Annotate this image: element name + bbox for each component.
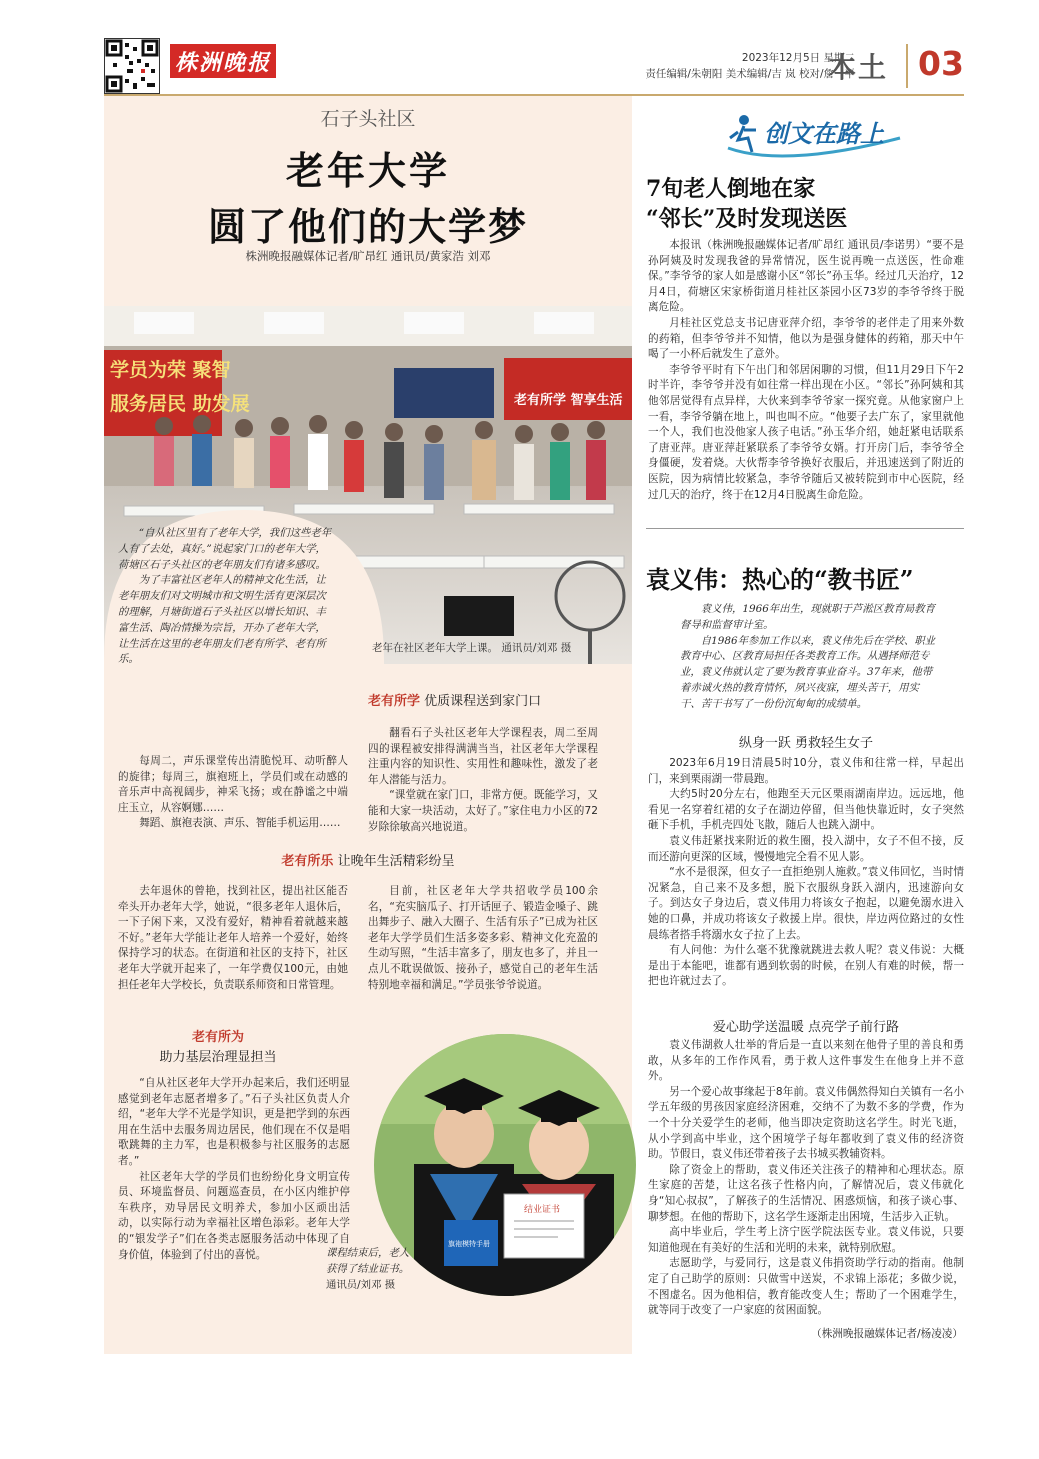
intro-paragraph: “自从社区里有了老年大学，我们这些老年人有了去处，真好。”说起家门口的老年大学，荷塘区石子头社区的老年朋友们有诸多感叹。	[118, 527, 332, 571]
section-name: 本土	[828, 51, 889, 84]
story1-title-line1: 7旬老人倒地在家	[646, 176, 816, 202]
subhead-joy-red: 老有所乐	[281, 854, 334, 869]
photo-caption: 老年在社区老年大学上课。 通讯员/刘邓 摄	[372, 642, 572, 654]
feature-intro	[118, 526, 332, 736]
feature-title-line1: 老年大学	[285, 148, 450, 193]
story2-title: 袁义伟：热心的“教书匠”	[646, 565, 914, 594]
paragraph: 去年退休的曾艳，找到社区，提出社区能否牵头开办老年大学，她说，“很多老年人退休后，一下子闲下来，又没有爱好，精神看着就越来越不好。”老年大学能让老年人培养一个爱好，始终保持学习的状态。在街道和社区的支持下，社区老年大学就开起来了，一年学费仅100元，由她担任老年大学校长，负责联系师资和日常管理。	[118, 885, 348, 991]
subhead-joy-rest: 让晚年生活精彩纷呈	[337, 854, 455, 869]
paragraph: 另一个爱心故事缘起于8年前。袁义伟偶然得知白关镇有一名小学五年级的男孩因家庭经济困难，交纳不了为数不多的学费，作为一个十分关爱学生的老师，他当即决定资助这名学生。时光飞逝，从小学到高中毕业，这个困境学子每年都收到了袁义伟的经济资助。节假日，袁义伟还带着孩子去书城买教辅资料。	[648, 1085, 964, 1161]
paragraph: 袁义伟赶紧找来附近的救生圈，投入湖中，女子不但不接，反而还游向更深的区域，慢慢地完全看不见人影。	[648, 834, 964, 863]
issue-date: 2023年12月5日 星期二	[741, 52, 855, 64]
paragraph: “自从社区老年大学开办起来后，我们还明显感觉到老年志愿者增多了。”石子头社区负责人介绍，“老年大学不光是学知识，更是把学到的东西用在生活中去服务周边居民，他们现在不仅是唱歌跳舞的主力军，也是积极参与社区服务的志愿者。”	[118, 1077, 350, 1167]
graduation-caption	[326, 1246, 418, 1293]
board-text: 老有所学 智享生活	[514, 393, 623, 408]
story1-body	[648, 238, 964, 503]
paragraph: 舞蹈、旗袍表演、声乐、智能手机运用……	[139, 817, 341, 830]
booklet-text: 旗袍模特手册	[448, 1240, 490, 1248]
feature-kicker: 石子头社区	[320, 108, 416, 130]
paragraph: 高中毕业后，学生考上济宁医学院法医专业。袁义伟说，只要知道他现在有美好的生活和光明的未来，就特别欣慰。	[648, 1226, 964, 1254]
subhead-learning-rest: 优质课程送到家门口	[424, 694, 542, 709]
paragraph: 月桂社区党总支书记唐亚萍介绍，李爷爷的老伴走了用来外数的药箱，但李爷爷并不知情，他以为是强身健体的药箱，那天中午喝了一小杯后就发生了意外。	[648, 316, 964, 361]
contribution-column	[118, 1076, 350, 1263]
feature-title-line2: 圆了他们的大学梦	[207, 204, 528, 249]
story2-credit: （株洲晚报融媒体记者/杨凌凌）	[811, 1328, 963, 1340]
paragraph: 本报讯（株洲晚报融媒体记者/旷昂红 通讯员/李诺男）“要不是孙阿姨及时发现我爸的异常情况，医生说再晚一点送医，性命难保。”李爷爷的家人如是感谢小区“邻长”孙玉华。经过几天治疗，12月4日，荷塘区宋家桥街道月桂社区茶园小区73岁的李爷爷终于脱离危险。	[648, 239, 964, 314]
story1-title-line2: “邻长”及时发现送医	[646, 206, 848, 232]
paragraph: 翻看石子头社区老年大学课程表，周二至周四的课程被安排得满满当当，社区老年大学课程注重内容的知识性、实用性和趣味性，激发了老年人潜能与活力。	[368, 727, 598, 786]
story2-intro	[680, 602, 936, 713]
qr-code	[104, 38, 160, 94]
paragraph: “课堂就在家门口，非常方便。既能学习，又能和大家一块活动，太好了。”家住电力小区的72岁除徐敏高兴地说道。	[368, 789, 598, 833]
paragraph: 除了资金上的帮助，袁义伟还关注孩子的精神和心理状态。原生家庭的苦楚，让这名孩子性格内向，了解情况后，袁义伟就化身“知心叔叔”，了解孩子的生活情况、困惑烦恼，和孩子谈心事、聊梦想。在他的帮助下，这名学生逐渐走出困境，生活步入正轨。	[648, 1163, 964, 1223]
civilization-banner	[724, 108, 904, 162]
subhead-joy	[104, 850, 632, 869]
paragraph: 李爷爷平时有下午出门和邻居闲聊的习惯，但11月29日下午2时半许，李爷爷并没有如往常一样出现在小区。“邻长”孙阿姨和其他邻居觉得有点异样，大伙来到李爷爷家一探究竟。从他家窗户上一看，李爷爷躺在地上，叫也叫不应。“他要子去广东了，家里就他一个人，我们也没他家人孩子电话。”孙玉华介绍，她赶紧电话联系了唐亚萍。唐亚萍赶紧联系了李爷爷女婿。打开房门后，李爷爷全身僵硬，发着烧。大伙帮李爷爷换好衣服后，并迅速送到了附近的医院，因为病情比较紧急，李爷爷随后又被转院到市中心医院，经过几天的治疗，终于在12月4日脱离生命危险。	[648, 363, 964, 501]
paragraph: 有人问他：为什么毫不犹豫就跳进去救人呢？袁义伟说：大概是出于本能吧，谁都有遇到软弱的时候，在别人有难的时候，帮一把也许就过去了。	[648, 944, 964, 988]
subhead-contribution-red: 老有所为	[191, 1030, 244, 1045]
header-divider	[906, 44, 908, 88]
paragraph: 自1986年参加工作以来，袁义伟先后在学校、职业教育中心、区教育局担任各类教育工作。从遇择师范专业，袁义伟就认定了要为教育事业奋斗。37年来，他带着赤诚火热的教育情怀，夙兴夜寐，埋头苦干，用实干、苦干书写了一份份沉甸甸的成绩单。	[680, 634, 936, 710]
caption-text: 课程结束后，老人获得了结业证书。	[326, 1247, 410, 1275]
paragraph: 目前，社区老年大学共招收学员100余名，“充实脑瓜子、打开话匣子、锻造金嗓子、跳出舞步子、融入大圈子、生活有乐子”已成为社区老年大学学员们生活多姿多彩、精神文化充盈的生动写照，“生活丰富多了，朋友也多了，并且一点儿不耽误做饭、接孙子，感觉自己的老年生活特别地幸福和满足。”学员张爷爷说道。	[368, 885, 598, 991]
learning-column-left	[118, 754, 348, 832]
paragraph: 2023年6月19日清晨5时10分，袁义伟和往常一样，早起出门，来到栗雨湖一带晨跑。	[648, 757, 964, 785]
paragraph: 社区老年大学的学员们也纷纷化身文明宣传员、环境监督员、问题巡查员，在小区内维护停车秩序，劝导居民文明养犬，参加小区顽出活动，以实际行动为幸福社区增色添彩。老年大学的“银发学子”们在各类志愿服务活动中体现了自身价值，体验到了付出的喜悦。	[118, 1170, 350, 1261]
story2-rescue-body	[648, 756, 964, 990]
paragraph: “水不是很深，但女子一直拒绝别人施救。”袁义伟回忆，当时情况紧急，自己来不及多想，脱下衣服纵身跃入湖内，迅速游向女子。到达女子身边后，袁义伟用力将该女子抱起，以避免溺水进入她的口鼻，并成功将该女子救援上岸。很快，岸边两位路过的女性晨练者搭手将溺水女子拉了上去。	[648, 866, 964, 941]
joy-column-right	[368, 884, 598, 993]
joy-column-left	[118, 884, 348, 993]
feature-byline: 株洲晚报融媒体记者/旷昂红 通讯员/黄家浩 刘邓	[245, 249, 491, 263]
subhead-learning	[368, 690, 541, 709]
story-divider	[646, 528, 964, 529]
banner-text-2: 服务居民 助发展	[110, 393, 250, 415]
banner-text-1: 学员为荣 聚智	[110, 359, 231, 381]
story2-aid-body	[648, 1038, 964, 1319]
newspaper-logo: 株洲晚报	[170, 44, 276, 78]
caption-credit: 通讯员/刘邓 摄	[326, 1278, 396, 1291]
paragraph: 每周二，声乐课堂传出清脆悦耳、动听醉人的旋律；每周三，旗袍班上，学员们或在动感的音乐声中高视阔步，神采飞扬；或在静谧之中端庄玉立，从容婀娜……	[118, 755, 348, 814]
subhead-learning-red: 老有所学	[368, 694, 421, 709]
subhead-contribution-rest: 助力基层治理显担当	[159, 1050, 277, 1065]
story2-subhead-aid: 爱心助学送温暖 点亮学子前行路	[712, 1020, 900, 1035]
paragraph: 志愿助学，与爱同行，这是袁义伟捐资助学行动的指南。他制定了自己助学的原则：只做雪中送炭，不求锦上添花；多做少说，不图虚名。因为他相信，教育能改变人生；帮助了一个困难学生，就等同于改变了一户家庭的贫困面貌。	[648, 1257, 964, 1317]
intro-paragraph: 为了丰富社区老年人的精神文化生活，让老年朋友们对文明城市和文明生活有更深层次的理解，月塘街道石子头社区以增长知识、丰富生活、陶冶情操为宗旨，开办了老年大学，让生活在这里的老年朋友们老有所学、老有所乐。	[118, 574, 326, 666]
banner-title: 创文在路上	[764, 119, 884, 148]
paragraph: 袁义伟湖救人壮举的背后是一直以来刻在他骨子里的善良和勇敢，从多年的工作作风看，勇于救人这件事发生在他身上并不意外。	[648, 1039, 964, 1083]
story2-subhead-rescue: 纵身一跃 勇救轻生女子	[738, 736, 874, 751]
page-number: 03	[918, 44, 964, 83]
editors-line: 责任编辑/朱朝阳 美术编辑/吉 岚 校对/詹一平	[645, 68, 855, 80]
learning-column-right	[368, 726, 598, 835]
paragraph: 袁义伟，1966年出生，现就职于芦淞区教育局教育督导和监督审计室。	[680, 603, 936, 631]
paragraph: 大约5时20分左右，他跑至天元区栗雨湖南岸边。远远地，他看见一名穿着红裙的女子在湖边停留，但当他快靠近时，女子突然砸下手机，手机壳四处飞散，随后人也跳入湖中。	[648, 788, 964, 832]
certificate-text: 结业证书	[524, 1205, 561, 1215]
